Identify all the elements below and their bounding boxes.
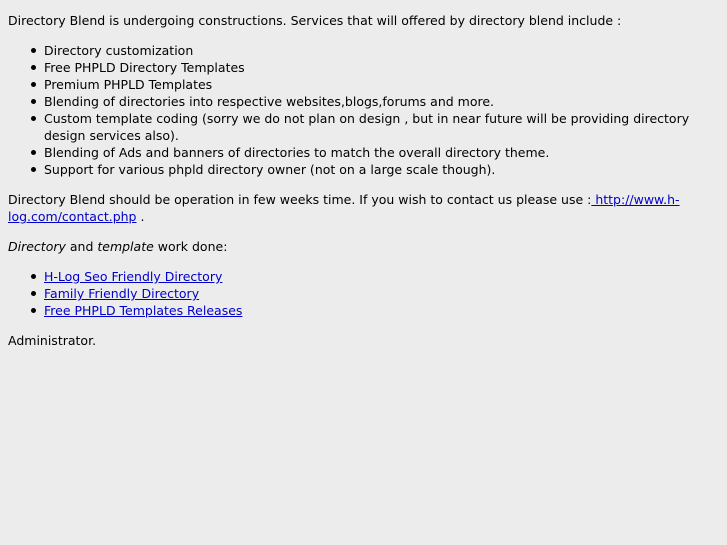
- contact-text-end: .: [136, 209, 145, 224]
- bullet-icon: [31, 82, 36, 87]
- list-item: Blending of directories into respective websites,blogs,forums and more.: [44, 93, 719, 110]
- list-item: Free PHPLD Directory Templates: [44, 59, 719, 76]
- list-item: Blending of Ads and banners of directories to match the overall directory theme.: [44, 144, 719, 161]
- list-item: [44, 302, 719, 319]
- bullet-icon: [31, 308, 36, 313]
- hlog-seo-directory-link[interactable]: H-Log Seo Friendly Directory: [44, 269, 223, 284]
- list-item: Custom template coding (sorry we do not plan on design , but in near future will be providing directory design services also).: [44, 110, 719, 144]
- list-item: Support for various phpld directory owner (not on a large scale though).: [44, 161, 719, 178]
- signature: Administrator.: [8, 333, 97, 348]
- bullet-icon: [31, 99, 36, 104]
- bullet-icon: [31, 150, 36, 155]
- bullet-icon: [31, 274, 36, 279]
- contact-paragraph: [8, 191, 719, 225]
- bullet-icon: [31, 48, 36, 53]
- list-item: [44, 268, 719, 285]
- bullet-icon: [31, 291, 36, 296]
- bullet-icon: [31, 167, 36, 172]
- work-word-directory: Directory: [8, 239, 66, 254]
- work-links-list: [8, 268, 719, 319]
- family-friendly-directory-link[interactable]: Family Friendly Directory: [44, 286, 200, 301]
- list-item: Premium PHPLD Templates: [44, 76, 719, 93]
- services-list: [8, 42, 719, 178]
- bullet-icon: [31, 65, 36, 70]
- contact-link[interactable]: http://www.h-log.com/contact.php: [8, 192, 680, 224]
- work-heading: Directory and template work done:: [8, 239, 228, 254]
- intro-paragraph: Directory Blend is undergoing constructions. Services that will offered by directory blend include :: [8, 13, 622, 28]
- work-word-template: template: [97, 239, 154, 254]
- bullet-icon: [31, 116, 36, 121]
- contact-text: Directory Blend should be operation in few weeks time. If you wish to contact us please use :: [8, 192, 592, 207]
- free-phpld-templates-link[interactable]: Free PHPLD Templates Releases: [44, 303, 243, 318]
- list-item: [44, 285, 719, 302]
- list-item: Directory customization: [44, 42, 719, 59]
